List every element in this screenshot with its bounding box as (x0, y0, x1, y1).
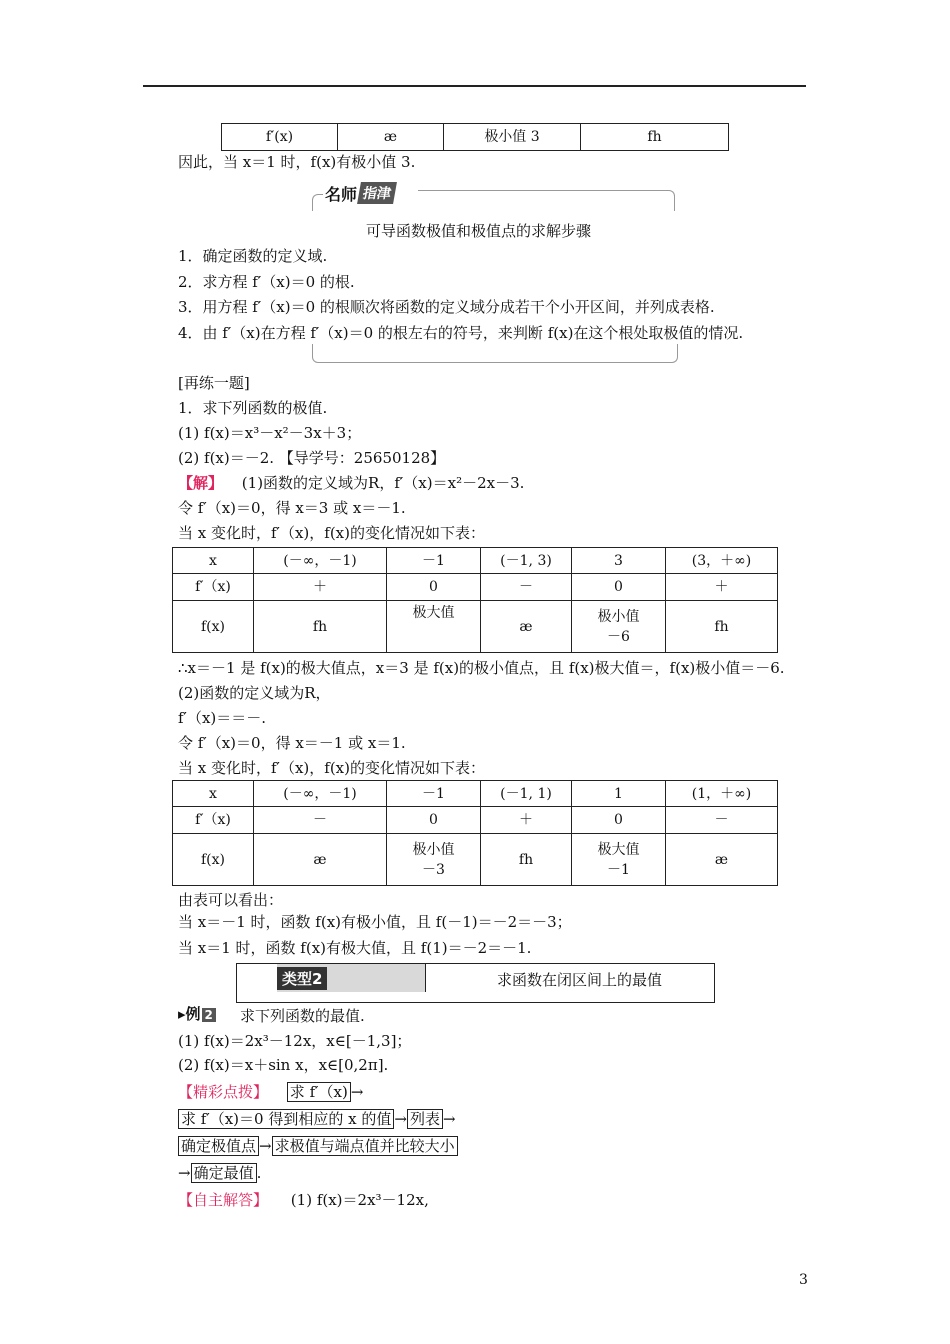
table-cell: fh (581, 124, 729, 151)
answer-text: (1) f(x)＝2x³－12x, (290, 1191, 429, 1209)
solution-text: (2)函数的定义域为R， (178, 684, 331, 702)
table-cell: x (173, 781, 254, 807)
variation-table-2 (172, 780, 778, 886)
arrow-icon: → (394, 1110, 407, 1128)
conclusion-text: 因此，当 x＝1 时，f(x)有极小值 3. (178, 153, 416, 171)
arrow-icon: → (350, 1083, 364, 1101)
table-cell: fh (666, 601, 778, 653)
example-number: 2 (202, 1008, 216, 1022)
table-cell: æ (481, 601, 572, 653)
table-cell: (1，＋∞) (666, 781, 778, 807)
table-row (173, 807, 778, 834)
variation-table-1 (172, 547, 778, 653)
type-section-box (236, 963, 715, 1003)
table-cell: ＋ (481, 807, 572, 834)
table-row (173, 548, 778, 574)
cell-line: 极大值 (597, 841, 640, 858)
flow-box: 确定极值点 (178, 1136, 259, 1156)
table-cell: ＋ (666, 574, 778, 601)
table-cell: 0 (387, 574, 481, 601)
table-row (173, 574, 778, 601)
tip-item: 1．确定函数的定义域. (178, 247, 328, 265)
flow-line (178, 1109, 456, 1129)
example-item: (2) f(x)＝x＋sin x，x∈[0,2π]. (178, 1056, 389, 1074)
table-cell: 极小值 3 (444, 124, 581, 151)
flow-box: 求 f′（x) (287, 1082, 351, 1102)
table-cell: f(x) (173, 601, 254, 653)
cell-line: －3 (422, 861, 445, 878)
tips-brace-left (312, 194, 323, 211)
table-cell (572, 601, 666, 653)
table-cell: (－∞，－1) (254, 781, 387, 807)
table-cell: f′（x) (173, 807, 254, 834)
solution-text: 由表可以看出： (178, 891, 284, 909)
table-cell: 极大值 (387, 601, 481, 653)
table-cell: æ (666, 834, 778, 886)
flow-box: 列表 (407, 1109, 443, 1129)
cell-line: －6 (607, 628, 630, 645)
solution-text: 当 x 变化时，f′（x)，f(x)的变化情况如下表： (178, 759, 485, 777)
solution-text: 当 x 变化时，f′（x)，f(x)的变化情况如下表： (178, 524, 485, 542)
table-cell: － (666, 807, 778, 834)
flow-box: 求极值与端点值并比较大小 (272, 1136, 458, 1156)
solution-text: f′（x)＝＝－. (178, 709, 267, 727)
tip-item: 3．用方程 f′（x)＝0 的根顺次将函数的定义域分成若干个小开区间，并列成表格. (178, 298, 715, 316)
table-cell: f(x) (173, 834, 254, 886)
table-row (173, 834, 778, 886)
table-cell: f′(x) (222, 124, 338, 151)
table-cell: æ (338, 124, 444, 151)
top-table (221, 123, 729, 151)
solution-text: 当 x＝1 时，函数 f(x)有极大值，且 f(1)＝－2＝－1. (178, 939, 532, 957)
arrow-icon: → (178, 1164, 191, 1182)
arrow-icon: → (442, 1110, 456, 1128)
table-cell: 0 (572, 807, 666, 834)
solution-label: 【解】 (178, 474, 224, 492)
table-cell: 3 (572, 548, 666, 574)
flow-line (178, 1136, 458, 1156)
solution-text: 令 f′（x)＝0，得 x＝－1 或 x＝1. (178, 734, 406, 752)
tip-item: 4．由 f′（x)在方程 f′（x)＝0 的根左右的符号，来判断 f(x)在这个根处取极值的情况. (178, 324, 744, 342)
example-item: (1) f(x)＝2x³－12x，x∈[－1,3]； (178, 1032, 412, 1050)
table-row (173, 601, 778, 653)
table-cell: (3，＋∞) (666, 548, 778, 574)
example-label (178, 1003, 216, 1024)
practice-heading: [再练一题] (178, 374, 250, 392)
mingshi-header (325, 182, 395, 204)
flow-box: 确定最值 (191, 1163, 257, 1183)
mingshi-badge: 指津 (357, 182, 397, 204)
table-cell: (－∞，－1) (254, 548, 387, 574)
table-cell: 1 (572, 781, 666, 807)
period: . (256, 1164, 262, 1182)
solution-text: 当 x＝－1 时，函数 f(x)有极小值，且 f(－1)＝－2＝－3； (178, 913, 572, 931)
solution-text: ∴x＝－1 是 f(x)的极大值点，x＝3 是 f(x)的极小值点，且 f(x)极大值＝，f(x)极小值＝－6. (178, 659, 785, 677)
table-cell: 0 (572, 574, 666, 601)
hint-line (178, 1082, 363, 1102)
tip-item: 2．求方程 f′（x)＝0 的根. (178, 273, 355, 291)
table-cell: －1 (387, 781, 481, 807)
table-cell: æ (254, 834, 387, 886)
table-cell (387, 834, 481, 886)
example-word: 例 (185, 1005, 201, 1023)
table-cell: x (173, 548, 254, 574)
type-badge-area (277, 964, 426, 992)
arrow-icon: → (259, 1137, 272, 1155)
solution-text: (1)函数的定义域为R，f′（x)＝x²－2x－3. (241, 474, 525, 492)
mingshi-label: 名师 (325, 184, 358, 204)
table-cell (572, 834, 666, 886)
table-cell: fh (254, 601, 387, 653)
tips-brace-top (418, 190, 675, 211)
table-cell: ＋ (254, 574, 387, 601)
table-cell: －1 (387, 548, 481, 574)
example-text: 求下列函数的最值. (240, 1007, 365, 1025)
solution-line (178, 473, 524, 493)
type-badge: 类型2 (277, 967, 327, 990)
header-rule (143, 85, 806, 87)
hint-label: 【精彩点拨】 (178, 1083, 269, 1101)
page-number: 3 (799, 1272, 808, 1288)
table-cell: － (254, 807, 387, 834)
question-text: (1) f(x)＝x³－x²－3x＋3； (178, 424, 362, 442)
flow-line (178, 1163, 261, 1183)
cell-line: 极小值 (597, 608, 640, 625)
question-text: 1．求下列函数的极值. (178, 399, 328, 417)
table-cell: － (481, 574, 572, 601)
table-row (173, 781, 778, 807)
table-cell: 0 (387, 807, 481, 834)
type-title: 求函数在闭区间上的最值 (497, 971, 663, 989)
table-cell: fh (481, 834, 572, 886)
tips-title: 可导函数极值和极值点的求解步骤 (366, 222, 592, 240)
question-text: (2) f(x)＝－2. 【导学号：25650128】 (178, 449, 446, 467)
table-cell: f′（x) (173, 574, 254, 601)
table-cell: (－1, 3) (481, 548, 572, 574)
table-cell: (－1, 1) (481, 781, 572, 807)
flow-box: 求 f′（x)＝0 得到相应的 x 的值 (178, 1109, 394, 1129)
cell-line: －1 (607, 861, 630, 878)
answer-label: 【自主解答】 (178, 1191, 269, 1209)
cell-line: 极小值 (412, 841, 455, 858)
answer-line (178, 1190, 429, 1210)
solution-text: 令 f′（x)＝0，得 x＝3 或 x＝－1. (178, 499, 406, 517)
tips-brace-bottom (312, 344, 678, 363)
example-arrow-icon: ▸ (178, 1005, 186, 1023)
